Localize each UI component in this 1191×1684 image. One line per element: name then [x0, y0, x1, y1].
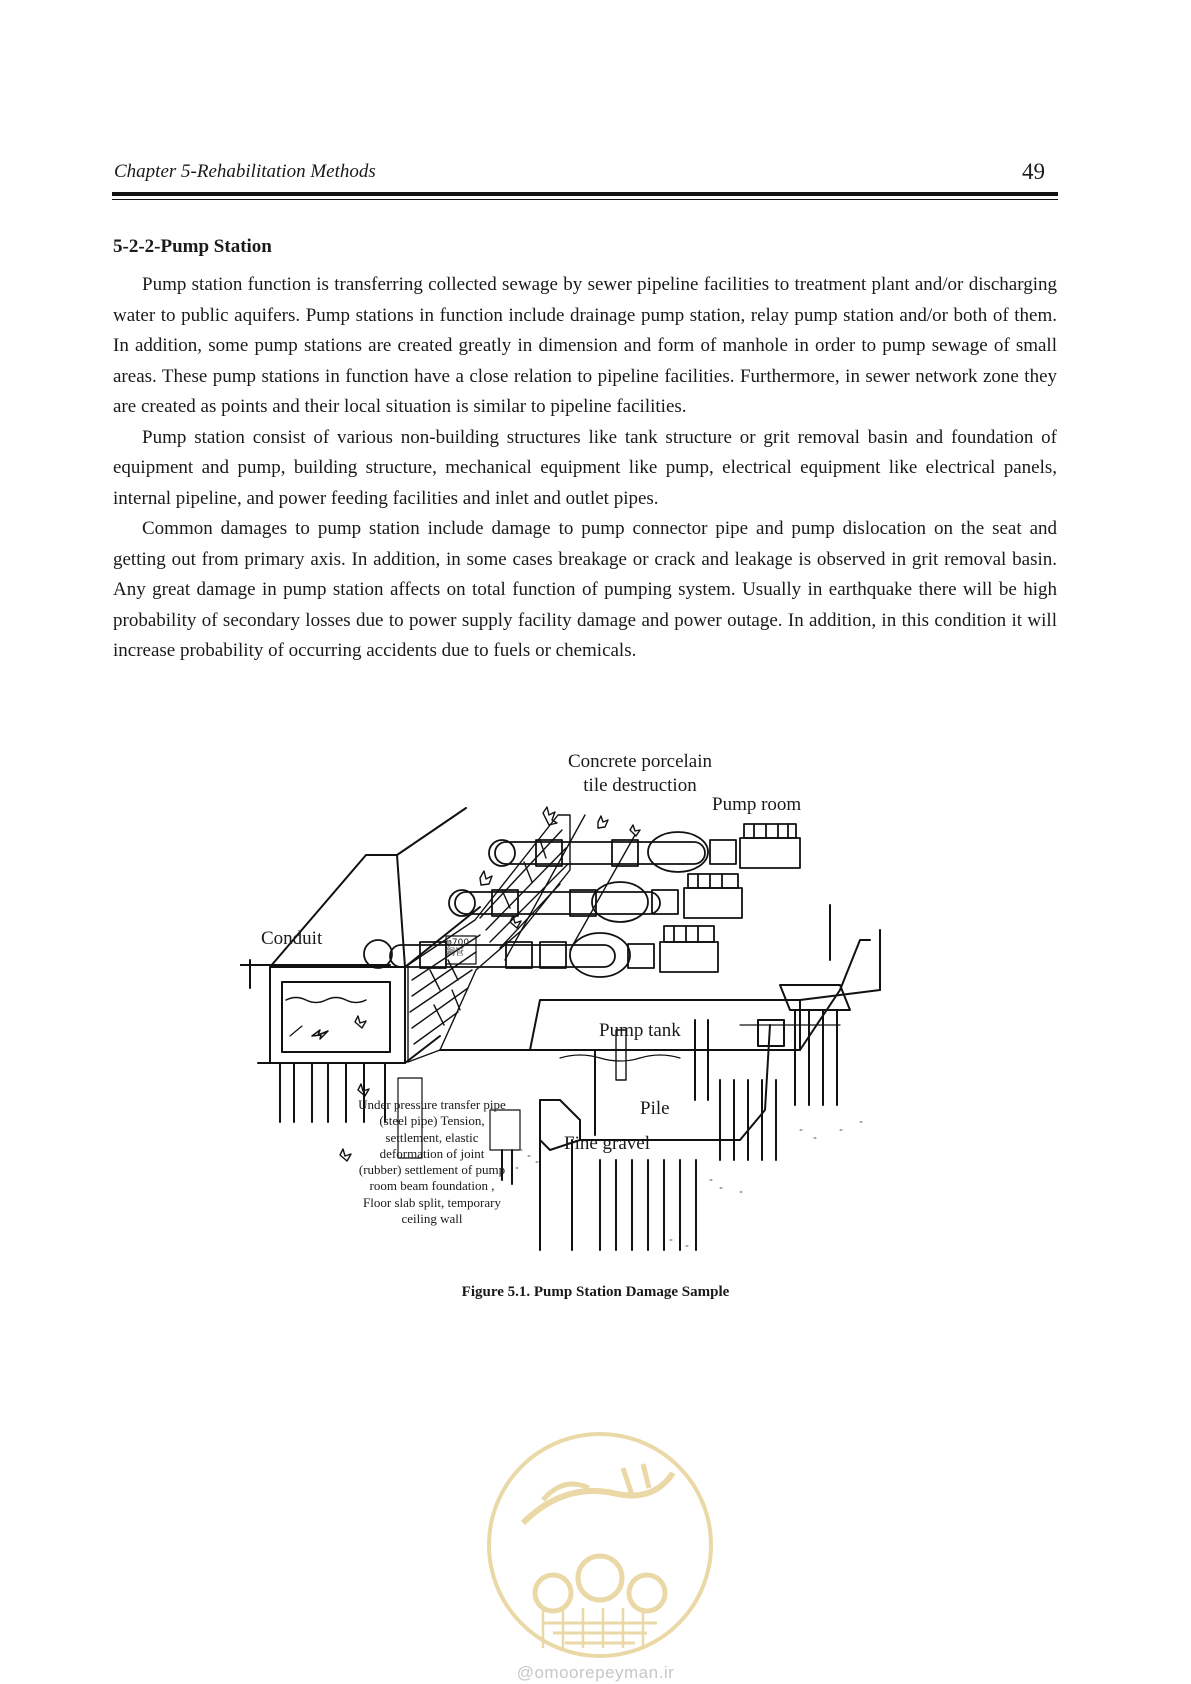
label-pile: Pile [640, 1098, 670, 1119]
paragraph-3: Common damages to pump station include damage to pump connector pipe and pump dislocation on the seat and getting out from primary axis. In addition, in some cases breakage or crack and leakage is observed in grit removal basin. Any great damage in pump station affects on total function of pumping system. Usually in earthquake there will be high probability of secondary losses due to power supply facility damage and power outage. In addition, in this condition it will increase probability of occurring accidents due to fuels or chemicals. [113, 518, 1057, 661]
figure-caption: Figure 5.1. Pump Station Damage Sample [461, 1284, 730, 1300]
pump-rows [364, 815, 800, 977]
pump-station-drawing [240, 800, 900, 1260]
watermark-site: @omoorepeyman.ir [516, 1663, 675, 1682]
label-conduit: Conduit [261, 928, 323, 949]
pipe-marking: φ700 鋼管 [446, 938, 470, 958]
header-rule-thin [112, 199, 1058, 200]
label-fine-gravel: Fine gravel [564, 1133, 651, 1154]
chapter-title: Chapter 5-Rehabilitation Methods [114, 161, 376, 182]
section-heading: 5-2-2-Pump Station [113, 236, 272, 257]
body-text [113, 270, 1057, 667]
header-rule-thick [112, 192, 1058, 196]
watermark-seal-logo [483, 1428, 717, 1662]
label-concrete-tile: Concrete porcelain tile destruction [567, 751, 712, 796]
pump-station-figure [240, 751, 900, 1260]
paragraph-1: Pump station function is transferring collected sewage by sewer pipeline facilities to treatment plant and/or discharging water to public aquifers. Pump stations in function include drainage pump station, relay pump station and/or both of them. In addition, some pump stations are created greatly in dimension and form of manhole in order to pump sewage of small areas. These pump stations in function have a close relation to pipeline facilities. Furthermore, in sewer network zone they are created as points and their local situation is similar to pipeline facilities. [113, 274, 1057, 417]
label-pump-tank: Pump tank [599, 1020, 681, 1041]
running-header [112, 159, 1057, 193]
label-pump-room: Pump room [712, 794, 802, 815]
label-pipe-damage-note: Under pressure transfer pipe (steel pipe) Tension, settlement, elastic deformation of joint (rubber) settlement of pump room beam foundation , Floor slab split, temporary ceiling wall [358, 1097, 506, 1227]
page-number: 49 [1022, 159, 1045, 184]
paragraph-2: Pump station consist of various non-building structures like tank structure or grit removal basin and foundation of equipment and pump, building structure, mechanical equipment like pump, electrical equipment like electrical panels, internal pipeline, and power feeding facilities and inlet and outlet pipes. [113, 426, 1057, 509]
